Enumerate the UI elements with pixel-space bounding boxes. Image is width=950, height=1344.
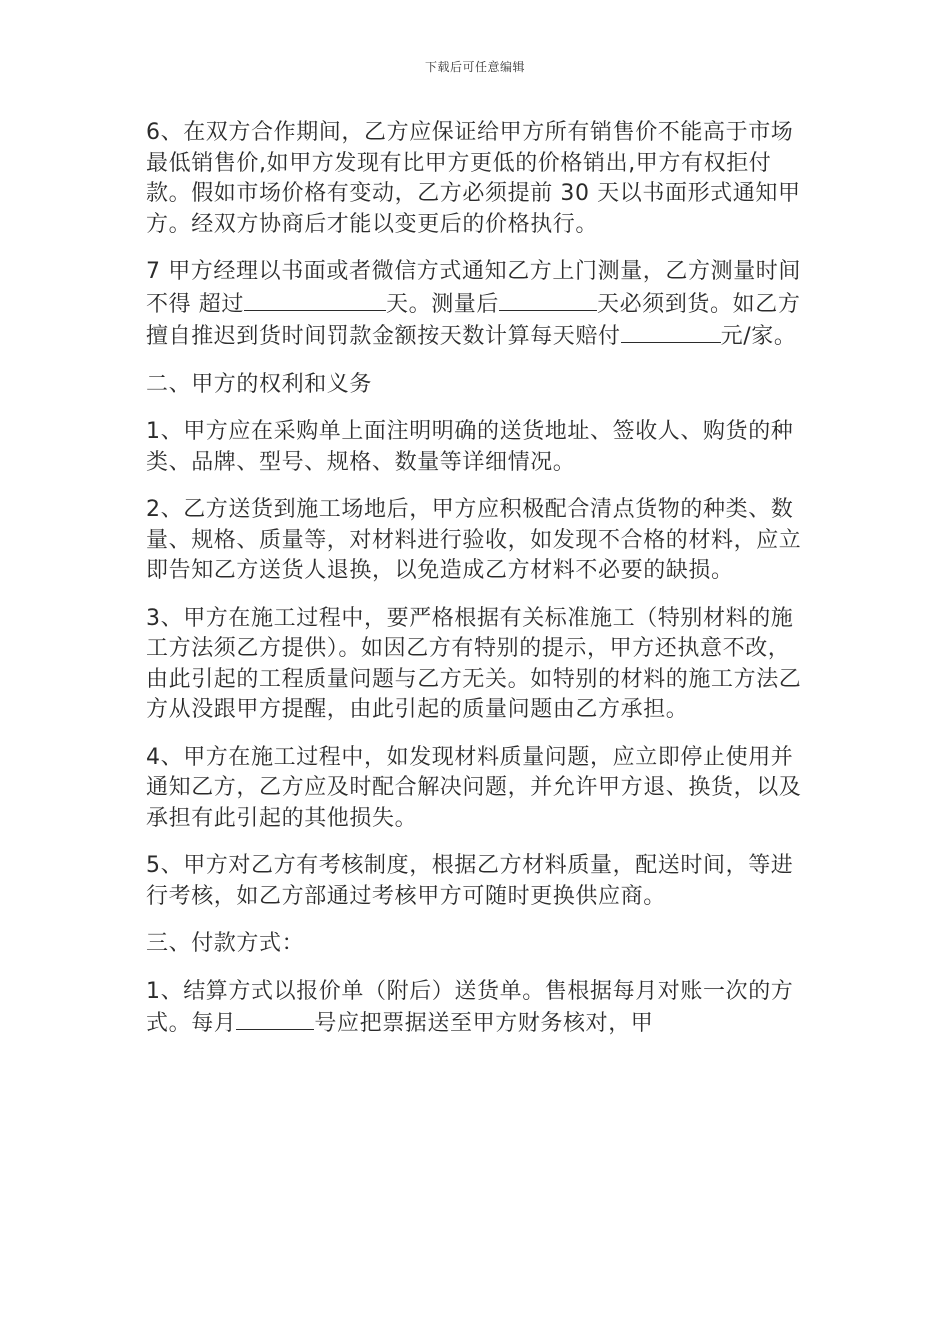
document-body: [146, 118, 810, 1057]
section-2-item-5: 5、甲方对乙方有考核制度，根据乙方材料质量，配送时间，等进行考核，如乙方部通过考核甲方可随时更换供应商。: [146, 853, 794, 909]
delivery-days-blank[interactable]: [499, 288, 597, 311]
clause-7: [146, 257, 810, 353]
section-2-item-3: 3、甲方在施工过程中，要严格根据有关标准施工（特别材料的施工方法须乙方提供）。如因乙方有特别的提示，甲方还执意不改，由此引起的工程质量问题与乙方无关。如特别的材料的施工方法乙方从没跟甲方提醒，由此引起的质量问题由乙方承担。: [146, 605, 802, 722]
clause-7-text-c: 天必须到货。如乙方擅自推迟到货时间罚款金额按天数计算每天赔付: [146, 291, 801, 349]
section-3-item-1-text-a: 1、结算方式以报价单（附后）送货单。售根据每月对账一次的方式。每月: [146, 978, 794, 1036]
clause-6: 6、在双方合作期间，乙方应保证给甲方所有销售价不能高于市场最低销售价,如甲方发现有比甲方更低的价格销出,甲方有权拒付款。假如市场价格有变动，乙方必须提前 30 天以书面形式通知甲方。经双方协商后才能以变更后的价格执行。: [146, 120, 801, 237]
page-header: 下载后可任意编辑: [424, 60, 525, 74]
section-2-heading: 二、甲方的权利和义务: [146, 371, 373, 397]
clause-7-text-b: 天。测量后: [386, 291, 500, 317]
section-2-item-4: 4、甲方在施工过程中，如发现材料质量问题，应立即停止使用并通知乙方，乙方应及时配合解决问题，并允许甲方退、换货，以及承担有此引起的其他损失。: [146, 744, 802, 831]
section-3-item-1-text-b: 号应把票据送至甲方财务核对，甲: [314, 1011, 654, 1036]
section-3-item-1: [146, 977, 810, 1040]
section-2-item-1: 1、甲方应在采购单上面注明明确的送货地址、签收人、购货的种类、品牌、型号、规格、数量等详细情况。: [146, 419, 794, 475]
measure-days-blank[interactable]: [244, 288, 386, 311]
section-3-heading: 三、付款方式：: [146, 931, 305, 956]
section-2-item-2: 2、乙方送货到施工场地后，甲方应积极配合清点货物的种类、数量、规格、质量等，对材料进行验收，如发现不合格的材料，应立即告知乙方送货人退换，以免造成乙方材料不必要的缺损。: [146, 497, 802, 583]
penalty-amount-blank[interactable]: [621, 320, 721, 343]
clause-7-text-a: 7 甲方经理以书面或者微信方式通知乙方上门测量，乙方测量时间不得 超过: [146, 259, 801, 317]
clause-7-text-d: 元/家。: [720, 324, 797, 349]
monthly-date-blank[interactable]: [236, 1007, 314, 1030]
